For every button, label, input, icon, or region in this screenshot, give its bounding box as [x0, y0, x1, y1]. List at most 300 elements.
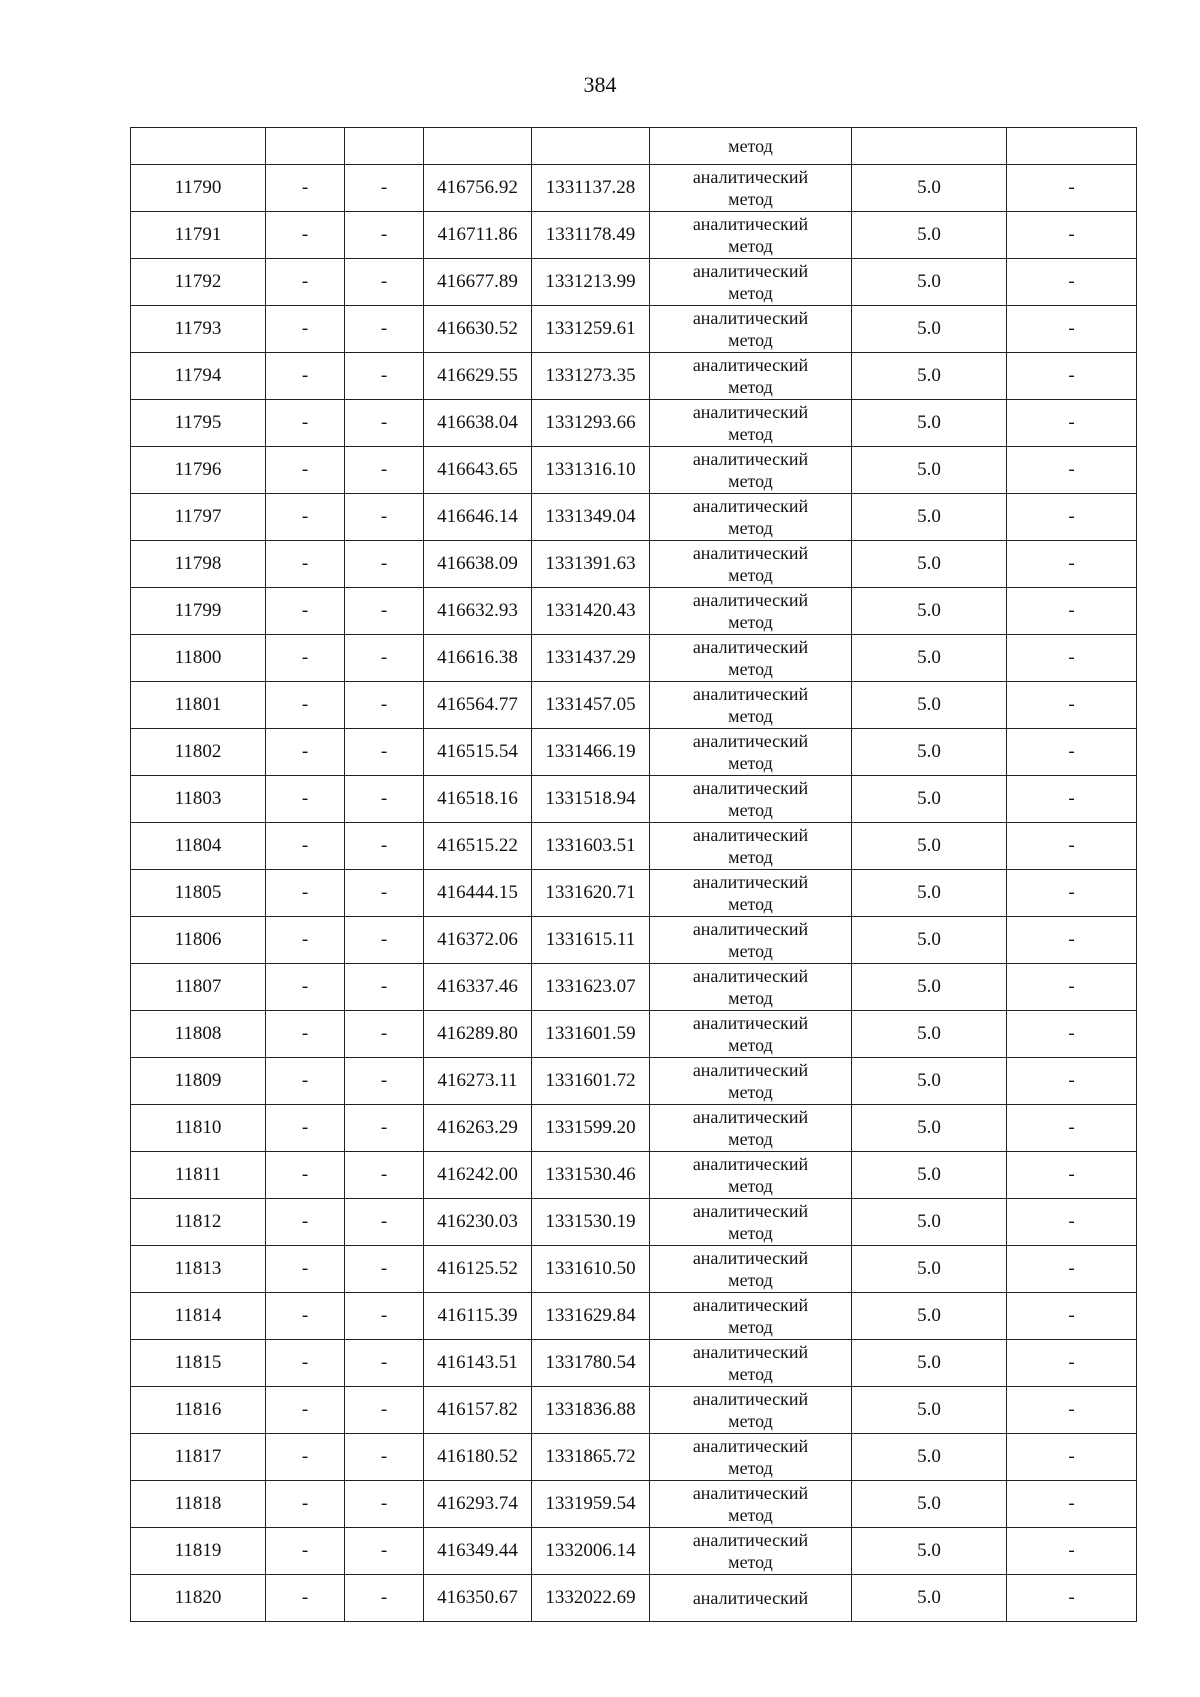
method-line-2: метод [728, 894, 773, 914]
cell-method [650, 1434, 852, 1481]
cell-y-coordinate: 1331599.20 [532, 1105, 650, 1152]
cell-col2: - [266, 635, 345, 682]
cell-col2: - [266, 870, 345, 917]
cell-point-id: 11799 [131, 588, 266, 635]
cell-accuracy: 5.0 [852, 353, 1007, 400]
cell-y-coordinate: 1331391.63 [532, 541, 650, 588]
cell-x-coordinate: 416515.54 [424, 729, 532, 776]
cell-method [650, 964, 852, 1011]
cell-x-coordinate: 416289.80 [424, 1011, 532, 1058]
cell-method [650, 306, 852, 353]
cell-col8: - [1007, 1246, 1137, 1293]
cell-col3: - [345, 635, 424, 682]
cell-col8: - [1007, 400, 1137, 447]
cell-y-coordinate: 1331610.50 [532, 1246, 650, 1293]
cell-col3: - [345, 259, 424, 306]
method-line-1: аналитический [692, 1013, 809, 1033]
table-row [131, 1105, 1137, 1152]
cell-point-id: 11809 [131, 1058, 266, 1105]
cell-point-id: 11793 [131, 306, 266, 353]
cell-point-id: 11808 [131, 1011, 266, 1058]
cell-point-id: 11820 [131, 1575, 266, 1622]
cell-point-id: 11798 [131, 541, 266, 588]
cell-col2: - [266, 776, 345, 823]
cell-col2: - [266, 353, 345, 400]
cell-x-coordinate: 416632.93 [424, 588, 532, 635]
cell-accuracy: 5.0 [852, 1481, 1007, 1528]
method-line-1: аналитический [692, 496, 809, 516]
cell-col2: - [266, 1199, 345, 1246]
cell-col3: - [345, 729, 424, 776]
cell-col3: - [345, 823, 424, 870]
cell-col2: - [266, 165, 345, 212]
cell-method [650, 776, 852, 823]
cell-col3: - [345, 1528, 424, 1575]
method-line-1: аналитический [692, 684, 809, 704]
cell-accuracy: 5.0 [852, 400, 1007, 447]
cell-point-id: 11802 [131, 729, 266, 776]
method-line-1: аналитический [692, 825, 809, 845]
cell-method: метод [650, 128, 852, 165]
cell-method [650, 729, 852, 776]
table-row [131, 400, 1137, 447]
cell-point-id: 11804 [131, 823, 266, 870]
cell-method [650, 1293, 852, 1340]
method-line-1: аналитический [692, 1060, 809, 1080]
cell-y-coordinate: 1331178.49 [532, 212, 650, 259]
cell-x-coordinate: 416643.65 [424, 447, 532, 494]
cell-x-coordinate: 416157.82 [424, 1387, 532, 1434]
cell-point-id: 11794 [131, 353, 266, 400]
cell-col8: - [1007, 588, 1137, 635]
cell-col3: - [345, 588, 424, 635]
cell-x-coordinate: 416337.46 [424, 964, 532, 1011]
method-line-1: аналитический [692, 355, 809, 375]
method-line-2: метод [728, 988, 773, 1008]
method-line-2: метод [728, 1082, 773, 1102]
method-line-2: метод [728, 1129, 773, 1149]
cell-accuracy: 5.0 [852, 1340, 1007, 1387]
cell-accuracy: 5.0 [852, 1434, 1007, 1481]
cell-y-coordinate: 1331603.51 [532, 823, 650, 870]
cell-point-id: 11810 [131, 1105, 266, 1152]
cell-x-coordinate: 416629.55 [424, 353, 532, 400]
table-row [131, 212, 1137, 259]
cell-col2: - [266, 588, 345, 635]
method-line-2: метод [728, 1270, 773, 1290]
cell-y-coordinate: 1331530.46 [532, 1152, 650, 1199]
cell-accuracy: 5.0 [852, 306, 1007, 353]
cell-x-coordinate: 416143.51 [424, 1340, 532, 1387]
cell-x-coordinate: 416630.52 [424, 306, 532, 353]
cell-col8: - [1007, 1058, 1137, 1105]
method-line-1: аналитический [692, 637, 809, 657]
cell-col8: - [1007, 1481, 1137, 1528]
cell-point-id: 11814 [131, 1293, 266, 1340]
cell-point-id: 11797 [131, 494, 266, 541]
cell-col3: - [345, 1434, 424, 1481]
method-line-1: аналитический [692, 1436, 809, 1456]
cell-y-coordinate: 1332006.14 [532, 1528, 650, 1575]
table-row [131, 447, 1137, 494]
cell-col8: - [1007, 494, 1137, 541]
table-row [131, 1528, 1137, 1575]
method-line-2: метод [728, 800, 773, 820]
cell-x-coordinate: 416349.44 [424, 1528, 532, 1575]
cell-point-id: 11815 [131, 1340, 266, 1387]
cell-col2: - [266, 729, 345, 776]
table-row [131, 635, 1137, 682]
cell-y-coordinate: 1331865.72 [532, 1434, 650, 1481]
cell-col8: - [1007, 165, 1137, 212]
method-line-2: метод [728, 1505, 773, 1525]
cell-col2: - [266, 306, 345, 353]
cell-col3: - [345, 306, 424, 353]
cell-x-coordinate: 416515.22 [424, 823, 532, 870]
cell-col8: - [1007, 1105, 1137, 1152]
cell-x-coordinate: 416263.29 [424, 1105, 532, 1152]
cell-y-coordinate: 1331518.94 [532, 776, 650, 823]
cell-col3: - [345, 964, 424, 1011]
method-line-1: аналитический [692, 1154, 809, 1174]
cell-accuracy: 5.0 [852, 447, 1007, 494]
cell-col8: - [1007, 823, 1137, 870]
cell-point-id: 11801 [131, 682, 266, 729]
cell-x-coordinate: 416350.67 [424, 1575, 532, 1622]
cell-accuracy: 5.0 [852, 729, 1007, 776]
cell-col2: - [266, 541, 345, 588]
method-line-1: аналитический [692, 261, 809, 281]
cell-col8: - [1007, 306, 1137, 353]
cell-col2: - [266, 1058, 345, 1105]
cell-col3: - [345, 165, 424, 212]
method-line-1: аналитический [692, 214, 809, 234]
cell-point-id: 11791 [131, 212, 266, 259]
cell-col8: - [1007, 729, 1137, 776]
method-line-2: метод [728, 189, 773, 209]
cell-col2: - [266, 1528, 345, 1575]
cell-method [650, 1575, 852, 1622]
method-line-2: метод [728, 1364, 773, 1384]
cell-method [650, 259, 852, 306]
cell-point-id: 11803 [131, 776, 266, 823]
table-row [131, 541, 1137, 588]
cell-method [650, 1387, 852, 1434]
method-line-1: аналитический [692, 778, 809, 798]
method-line-2: метод [728, 377, 773, 397]
cell-y-coordinate: 1331620.71 [532, 870, 650, 917]
cell-y-coordinate: 1331629.84 [532, 1293, 650, 1340]
table-row [131, 259, 1137, 306]
table-row [131, 823, 1137, 870]
cell-col3: - [345, 1199, 424, 1246]
method-line-1: аналитический [692, 731, 809, 751]
method-line-2: метод [728, 1176, 773, 1196]
cell-col8: - [1007, 541, 1137, 588]
cell-accuracy: 5.0 [852, 1575, 1007, 1622]
cell-method [650, 1011, 852, 1058]
method-line-1: аналитический [692, 1389, 809, 1409]
cell-col8: - [1007, 917, 1137, 964]
table-row [131, 964, 1137, 1011]
cell-x-coordinate: 416646.14 [424, 494, 532, 541]
cell-col3: - [345, 1340, 424, 1387]
cell-y-coordinate: 1331213.99 [532, 259, 650, 306]
cell-y-coordinate: 1331349.04 [532, 494, 650, 541]
cell-x-coordinate: 416444.15 [424, 870, 532, 917]
cell-y-coordinate: 1331259.61 [532, 306, 650, 353]
cell-col3: - [345, 1387, 424, 1434]
cell-col3: - [345, 1058, 424, 1105]
cell-empty [1007, 128, 1137, 165]
method-line-2: метод [728, 659, 773, 679]
table-row [131, 1434, 1137, 1481]
cell-col3: - [345, 1011, 424, 1058]
cell-y-coordinate: 1331615.11 [532, 917, 650, 964]
cell-accuracy: 5.0 [852, 1011, 1007, 1058]
cell-method [650, 1340, 852, 1387]
cell-accuracy: 5.0 [852, 1105, 1007, 1152]
cell-y-coordinate: 1331466.19 [532, 729, 650, 776]
method-line-1: аналитический [692, 167, 809, 187]
method-line-1: аналитический [692, 1201, 809, 1221]
cell-col3: - [345, 400, 424, 447]
method-line-1: аналитический [692, 919, 809, 939]
cell-col8: - [1007, 1575, 1137, 1622]
method-line-2: метод [728, 941, 773, 961]
cell-accuracy: 5.0 [852, 494, 1007, 541]
method-line-2: метод [728, 330, 773, 350]
cell-y-coordinate: 1331959.54 [532, 1481, 650, 1528]
cell-x-coordinate: 416638.09 [424, 541, 532, 588]
table-row [131, 1293, 1137, 1340]
cell-accuracy: 5.0 [852, 1152, 1007, 1199]
cell-x-coordinate: 416293.74 [424, 1481, 532, 1528]
cell-col8: - [1007, 1528, 1137, 1575]
cell-empty [424, 128, 532, 165]
table-row [131, 1481, 1137, 1528]
table-row [131, 1058, 1137, 1105]
cell-point-id: 11811 [131, 1152, 266, 1199]
cell-col2: - [266, 1152, 345, 1199]
table-row [131, 682, 1137, 729]
cell-col3: - [345, 917, 424, 964]
method-line-2: метод [728, 471, 773, 491]
cell-point-id: 11818 [131, 1481, 266, 1528]
cell-col3: - [345, 212, 424, 259]
cell-accuracy: 5.0 [852, 682, 1007, 729]
cell-accuracy: 5.0 [852, 1246, 1007, 1293]
cell-accuracy: 5.0 [852, 165, 1007, 212]
method-line-2: метод [728, 847, 773, 867]
cell-point-id: 11800 [131, 635, 266, 682]
cell-x-coordinate: 416518.16 [424, 776, 532, 823]
cell-x-coordinate: 416273.11 [424, 1058, 532, 1105]
coordinates-table [130, 127, 1137, 1622]
cell-col8: - [1007, 1011, 1137, 1058]
cell-accuracy: 5.0 [852, 823, 1007, 870]
cell-col3: - [345, 1152, 424, 1199]
cell-method [650, 353, 852, 400]
cell-method [650, 1246, 852, 1293]
table-row [131, 165, 1137, 212]
cell-accuracy: 5.0 [852, 541, 1007, 588]
cell-point-id: 11807 [131, 964, 266, 1011]
cell-col2: - [266, 1293, 345, 1340]
cell-accuracy: 5.0 [852, 259, 1007, 306]
cell-col2: - [266, 964, 345, 1011]
cell-point-id: 11790 [131, 165, 266, 212]
table-row [131, 917, 1137, 964]
cell-y-coordinate: 1331530.19 [532, 1199, 650, 1246]
cell-x-coordinate: 416677.89 [424, 259, 532, 306]
cell-x-coordinate: 416115.39 [424, 1293, 532, 1340]
cell-point-id: 11795 [131, 400, 266, 447]
cell-method [650, 588, 852, 635]
method-line-2: метод [728, 424, 773, 444]
method-line-2: метод [728, 1223, 773, 1243]
method-line-2: метод [728, 236, 773, 256]
cell-method [650, 1528, 852, 1575]
cell-col8: - [1007, 1152, 1137, 1199]
method-line-2: метод [728, 1552, 773, 1572]
cell-x-coordinate: 416756.92 [424, 165, 532, 212]
cell-col8: - [1007, 776, 1137, 823]
cell-point-id: 11805 [131, 870, 266, 917]
cell-x-coordinate: 416372.06 [424, 917, 532, 964]
method-line-2: метод [728, 753, 773, 773]
cell-point-id: 11813 [131, 1246, 266, 1293]
cell-col8: - [1007, 964, 1137, 1011]
cell-method [650, 1058, 852, 1105]
page-number: 384 [583, 72, 617, 97]
cell-point-id: 11817 [131, 1434, 266, 1481]
cell-x-coordinate: 416564.77 [424, 682, 532, 729]
cell-col3: - [345, 1246, 424, 1293]
cell-col8: - [1007, 1387, 1137, 1434]
cell-col2: - [266, 917, 345, 964]
cell-col2: - [266, 1387, 345, 1434]
cell-col8: - [1007, 870, 1137, 917]
cell-col8: - [1007, 682, 1137, 729]
cell-col3: - [345, 353, 424, 400]
cell-x-coordinate: 416616.38 [424, 635, 532, 682]
cell-col2: - [266, 400, 345, 447]
cell-method [650, 917, 852, 964]
cell-method [650, 494, 852, 541]
method-line-1: аналитический [692, 449, 809, 469]
cell-col2: - [266, 1434, 345, 1481]
cell-y-coordinate: 1331457.05 [532, 682, 650, 729]
cell-col8: - [1007, 1293, 1137, 1340]
table-row [131, 1152, 1137, 1199]
cell-y-coordinate: 1331316.10 [532, 447, 650, 494]
cell-col3: - [345, 1575, 424, 1622]
table-row [131, 494, 1137, 541]
cell-y-coordinate: 1332022.69 [532, 1575, 650, 1622]
cell-col3: - [345, 776, 424, 823]
cell-method [650, 400, 852, 447]
cell-y-coordinate: 1331437.29 [532, 635, 650, 682]
cell-col8: - [1007, 212, 1137, 259]
cell-col2: - [266, 1246, 345, 1293]
cell-empty [532, 128, 650, 165]
cell-empty [852, 128, 1007, 165]
cell-y-coordinate: 1331137.28 [532, 165, 650, 212]
cell-y-coordinate: 1331420.43 [532, 588, 650, 635]
cell-empty [266, 128, 345, 165]
cell-col3: - [345, 1293, 424, 1340]
method-line-1: аналитический [692, 1588, 809, 1608]
cell-y-coordinate: 1331623.07 [532, 964, 650, 1011]
cell-method [650, 1199, 852, 1246]
cell-col2: - [266, 823, 345, 870]
cell-accuracy: 5.0 [852, 1058, 1007, 1105]
cell-method [650, 1152, 852, 1199]
cell-x-coordinate: 416711.86 [424, 212, 532, 259]
table-row [131, 870, 1137, 917]
cell-point-id: 11806 [131, 917, 266, 964]
method-line-2: метод [728, 1035, 773, 1055]
cell-accuracy: 5.0 [852, 917, 1007, 964]
cell-point-id: 11816 [131, 1387, 266, 1434]
cell-col3: - [345, 447, 424, 494]
table-row-continuation [131, 128, 1137, 165]
cell-col2: - [266, 447, 345, 494]
method-line-1: аналитический [692, 1530, 809, 1550]
cell-point-id: 11812 [131, 1199, 266, 1246]
cell-col3: - [345, 870, 424, 917]
cell-col3: - [345, 1481, 424, 1528]
cell-method [650, 1481, 852, 1528]
cell-empty [131, 128, 266, 165]
table-row [131, 1575, 1137, 1622]
cell-accuracy: 5.0 [852, 964, 1007, 1011]
cell-col2: - [266, 1340, 345, 1387]
method-line-2: метод [728, 1458, 773, 1478]
cell-col2: - [266, 682, 345, 729]
cell-x-coordinate: 416242.00 [424, 1152, 532, 1199]
cell-method [650, 682, 852, 729]
cell-col2: - [266, 494, 345, 541]
table-body [131, 128, 1137, 1622]
cell-method [650, 447, 852, 494]
cell-col3: - [345, 1105, 424, 1152]
cell-method [650, 212, 852, 259]
method-line-1: аналитический [692, 402, 809, 422]
method-line-1: аналитический [692, 543, 809, 563]
cell-x-coordinate: 416180.52 [424, 1434, 532, 1481]
method-line-2: метод [728, 565, 773, 585]
table-row [131, 1199, 1137, 1246]
cell-accuracy: 5.0 [852, 635, 1007, 682]
cell-empty [345, 128, 424, 165]
method-line-1: аналитический [692, 308, 809, 328]
cell-accuracy: 5.0 [852, 1387, 1007, 1434]
table-row [131, 776, 1137, 823]
method-line-2: метод [728, 1411, 773, 1431]
cell-y-coordinate: 1331273.35 [532, 353, 650, 400]
cell-y-coordinate: 1331780.54 [532, 1340, 650, 1387]
method-line-2: метод [728, 283, 773, 303]
table-row [131, 1387, 1137, 1434]
cell-accuracy: 5.0 [852, 588, 1007, 635]
cell-x-coordinate: 416230.03 [424, 1199, 532, 1246]
cell-col8: - [1007, 1434, 1137, 1481]
method-line-1: аналитический [692, 1483, 809, 1503]
cell-accuracy: 5.0 [852, 1528, 1007, 1575]
cell-point-id: 11819 [131, 1528, 266, 1575]
